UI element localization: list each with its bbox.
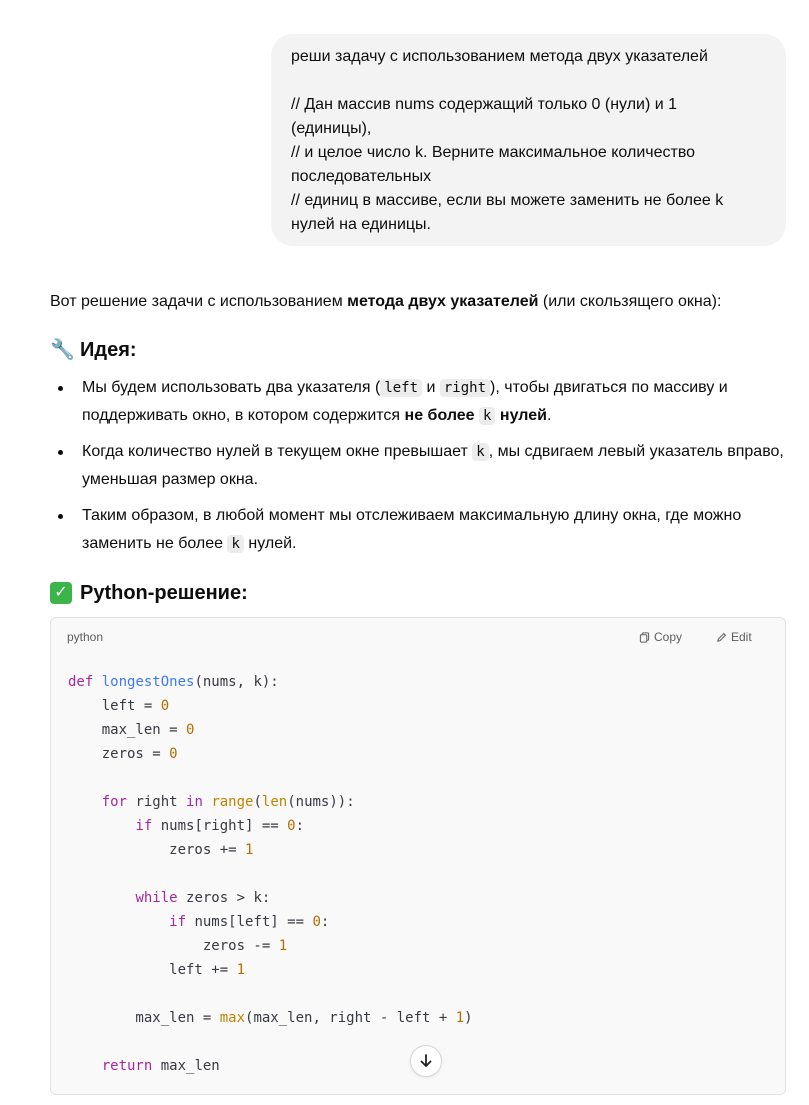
code-header	[51, 618, 785, 656]
code-token: left =	[68, 698, 161, 714]
code-token: 1	[236, 962, 246, 978]
idea-heading	[50, 336, 137, 364]
user-message-line: // единиц в массиве, если вы можете заменить не более k	[291, 192, 724, 209]
code-block	[50, 617, 786, 1095]
code-token: 1	[455, 1010, 465, 1026]
check-icon: ✓	[50, 582, 72, 604]
copy-button[interactable]	[639, 630, 682, 644]
text: нулей.	[243, 535, 297, 552]
inline-code: right	[440, 379, 490, 397]
bold-text: нулей	[499, 407, 547, 424]
code-token: 1	[245, 842, 254, 858]
code-token: left +=	[68, 962, 237, 978]
edit-button[interactable]	[716, 630, 752, 644]
text: Таким образом, в любой момент мы отслеживаем максимальную длину окна, где можно заменить не более	[82, 507, 742, 552]
idea-list	[50, 374, 786, 566]
copy-icon	[639, 632, 650, 643]
intro-part: (или скользящего окна):	[538, 293, 722, 310]
code-token: if	[135, 818, 153, 834]
user-message-line: // и целое число k. Верните максимальное количество	[291, 144, 696, 161]
code-token: while	[135, 890, 178, 906]
code-token: 1	[278, 938, 288, 954]
assistant-message	[50, 290, 786, 604]
copy-label: Copy	[654, 630, 683, 644]
edit-icon	[716, 632, 727, 643]
code-token: 0	[186, 722, 195, 738]
code-token: longestOnes	[101, 674, 195, 690]
intro-part: Вот решение задачи с использованием	[50, 293, 348, 310]
inline-code: k	[472, 443, 488, 461]
text: , мы сдвигаем левый указатель вправо, уменьшая размер окна.	[82, 443, 784, 488]
code-token: nums[right] ==	[152, 818, 288, 834]
code-token: in	[186, 794, 203, 810]
code-token: 0	[169, 746, 178, 762]
bold-text: не более	[404, 407, 475, 424]
code-token: def	[68, 674, 94, 690]
user-message-line: (единицы),	[291, 120, 372, 137]
code-token: (max_len, right - left +	[245, 1010, 456, 1026]
code-token: len	[261, 794, 288, 810]
user-message-line: // Дан массив nums содержащий только 0 (нули) и 1	[291, 96, 678, 113]
list-item	[50, 438, 786, 494]
edit-label: Edit	[731, 630, 752, 644]
intro-bold: метода двух указателей	[347, 293, 539, 310]
user-message-line: реши задачу с использованием метода двух указателей	[291, 48, 708, 65]
list-item	[50, 502, 786, 558]
text: Мы будем использовать два указателя (	[82, 379, 381, 396]
code-token: )	[464, 1010, 473, 1026]
code-token: (nums, k):	[194, 674, 279, 690]
code-token: :	[295, 818, 305, 834]
scroll-down-button[interactable]	[410, 1045, 442, 1077]
wrench-icon: 🔧	[50, 339, 75, 361]
code-token: zeros > k:	[177, 890, 271, 906]
code-token: max_len =	[68, 1010, 220, 1026]
python-heading	[50, 579, 248, 607]
user-message-line: нулей на единицы.	[291, 216, 431, 233]
inline-code: k	[479, 407, 495, 425]
intro-text	[50, 290, 786, 314]
idea-heading-text: Идея:	[80, 339, 137, 361]
code-token: for	[101, 794, 128, 810]
arrow-down-icon	[418, 1053, 434, 1069]
inline-code: left	[380, 379, 422, 397]
code-token: max_len	[152, 1058, 220, 1074]
code-token: return	[101, 1058, 153, 1074]
code-token: max_len =	[68, 722, 187, 738]
code-token: 0	[287, 818, 296, 834]
code-token: if	[169, 914, 187, 930]
code-language: python	[67, 630, 104, 644]
user-message-line	[291, 69, 766, 93]
inline-code: k	[227, 535, 243, 553]
code-token: range	[211, 794, 254, 810]
code-token: right	[127, 794, 187, 810]
code-token: :	[320, 914, 330, 930]
user-message-bubble	[271, 34, 786, 246]
code-token: max	[219, 1010, 246, 1026]
user-message-line: последовательных	[291, 168, 432, 185]
code-token: zeros -=	[68, 938, 279, 954]
text: ), чтобы двигаться по массиву и поддерживать окно, в котором содержится	[82, 379, 728, 424]
text: Когда количество нулей в текущем окне превышает	[82, 443, 473, 460]
code-token: 0	[312, 914, 321, 930]
code-content: def longestOnes(nums, k): left = 0 max_len = 0 zeros = 0 for right in range(len(nums)): if nums[right] == 0: zeros += 1 while zeros > k: if nums[left] == 0: zeros -= 1 left += 1 max_len = max(max_len, right - left + 1) return max_len	[68, 674, 473, 1074]
text: и	[422, 379, 440, 396]
text: .	[546, 407, 552, 424]
code-token: zeros +=	[68, 842, 246, 858]
code-token: (nums)):	[287, 794, 355, 810]
code-token: nums[left] ==	[186, 914, 313, 930]
python-heading-text: Python-решение:	[80, 582, 248, 604]
code-token: 0	[160, 698, 170, 714]
list-item	[50, 374, 786, 430]
code-token: zeros =	[68, 746, 170, 762]
